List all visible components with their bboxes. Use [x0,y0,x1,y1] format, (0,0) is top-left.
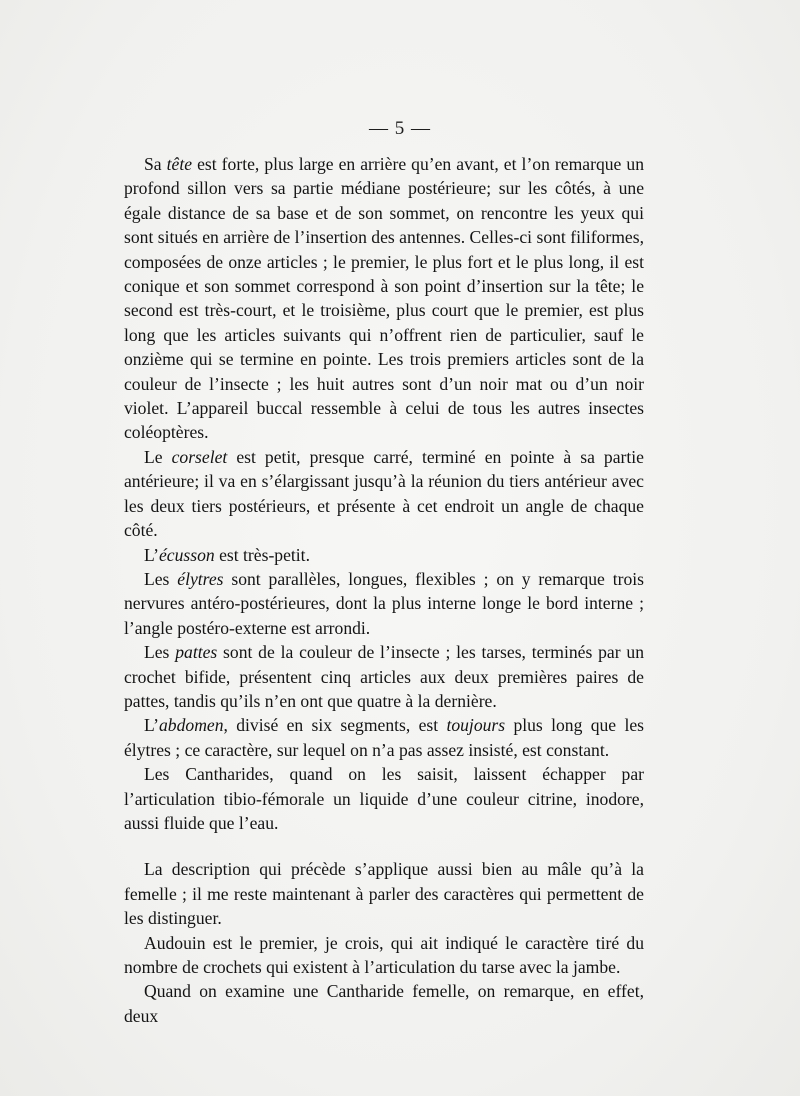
paragraph [124,152,644,445]
italic-term: abdomen [159,715,224,736]
italic-term: écusson [159,544,215,565]
text-run: est forte, plus large en arrière qu’en avant, et l’on remarque un profond sillon vers sa partie médiane postérieure; sur les côtés, à une égale distance de sa base et de son sommet, on rencontre les yeux qui sont situés en arrière de l’insertion des antennes. Celles-ci sont filiformes, composées de onze articles ; le premier, le plus fort et le plus long, il est conique et son sommet correspond à son point d’insertion sur la tête; le second est très-court, et le troisième, plus court que le premier, est plus long que les articles suivants qui n’offrent rien de particulier, sauf le onzième qui se termine en pointe. Les trois premiers articles sont de la couleur de l’insecte ; les huit autres sont d’un noir mat ou d’un noir violet. L’appareil buccal ressemble à celui de tous les autres insectes coléoptères. [124,154,644,443]
italic-term: toujours [446,715,506,736]
paragraph [124,713,644,762]
text-run: est très-petit. [214,544,310,565]
text-run: est petit, presque carré, terminé en pointe à sa partie antérieure; il va en s’élargissant jusqu’à la réunion du tiers antérieur avec les deux tiers postérieurs, et présente à cet endroit un angle de chaque côté. [124,446,644,541]
italic-term: élytres [177,568,224,589]
text-run: La description qui précède s’applique aussi bien au mâle qu’à la femelle ; il me reste maintenant à parler des caractères qui permettent de les distinguer. [124,859,644,929]
paragraph [124,640,644,713]
text-run: sont parallèles, longues, flexibles ; on y remarque trois nervures antéro-postérieures, dont la plus interne longe le bord interne ; l’angle postéro-externe est arrondi. [124,568,644,638]
page-number: — 5 — [369,118,431,139]
text-run: Audouin est le premier, je crois, qui ait indiqué le caractère tiré du nombre de crochets qui existent à l’articulation du tarse avec la jambe. [124,932,644,977]
text-run: Sa [144,154,167,174]
text-run: Les [144,568,178,589]
paragraph [124,543,644,567]
paragraph [124,979,644,1028]
text-run: Le [144,446,172,467]
paragraph [124,762,644,835]
text-run: Les [144,642,176,663]
italic-term: corselet [171,446,228,467]
paragraph [124,857,644,930]
paragraph [124,567,644,640]
text-run: plus long que les élytres ; ce caractère, sur lequel on n’a pas assez insisté, est constant. [124,715,644,760]
italic-term: pattes [175,642,218,663]
paragraph [124,931,644,980]
text-run: L’ [144,544,159,565]
text-run: Les Cantharides, quand on les saisit, laissent échapper par l’articulation tibio-fémorale un liquide d’une couleur citrine, inodore, aussi fluide que l’eau. [124,764,644,833]
italic-term: tête [166,154,193,174]
body-text [124,152,644,1028]
text-run: , divisé en six segments, est [223,715,447,736]
text-run: L’ [144,715,159,736]
text-run: sont de la couleur de l’insecte ; les tarses, terminés par un crochet bifide, présentent cinq articles aux deux premières paires de pattes, tandis qu’ils n’en ont que quatre à la dernière. [124,642,644,711]
paragraph [124,445,644,543]
text-run: Quand on examine une Cantharide femelle, on remarque, en effet, deux [124,981,644,1026]
